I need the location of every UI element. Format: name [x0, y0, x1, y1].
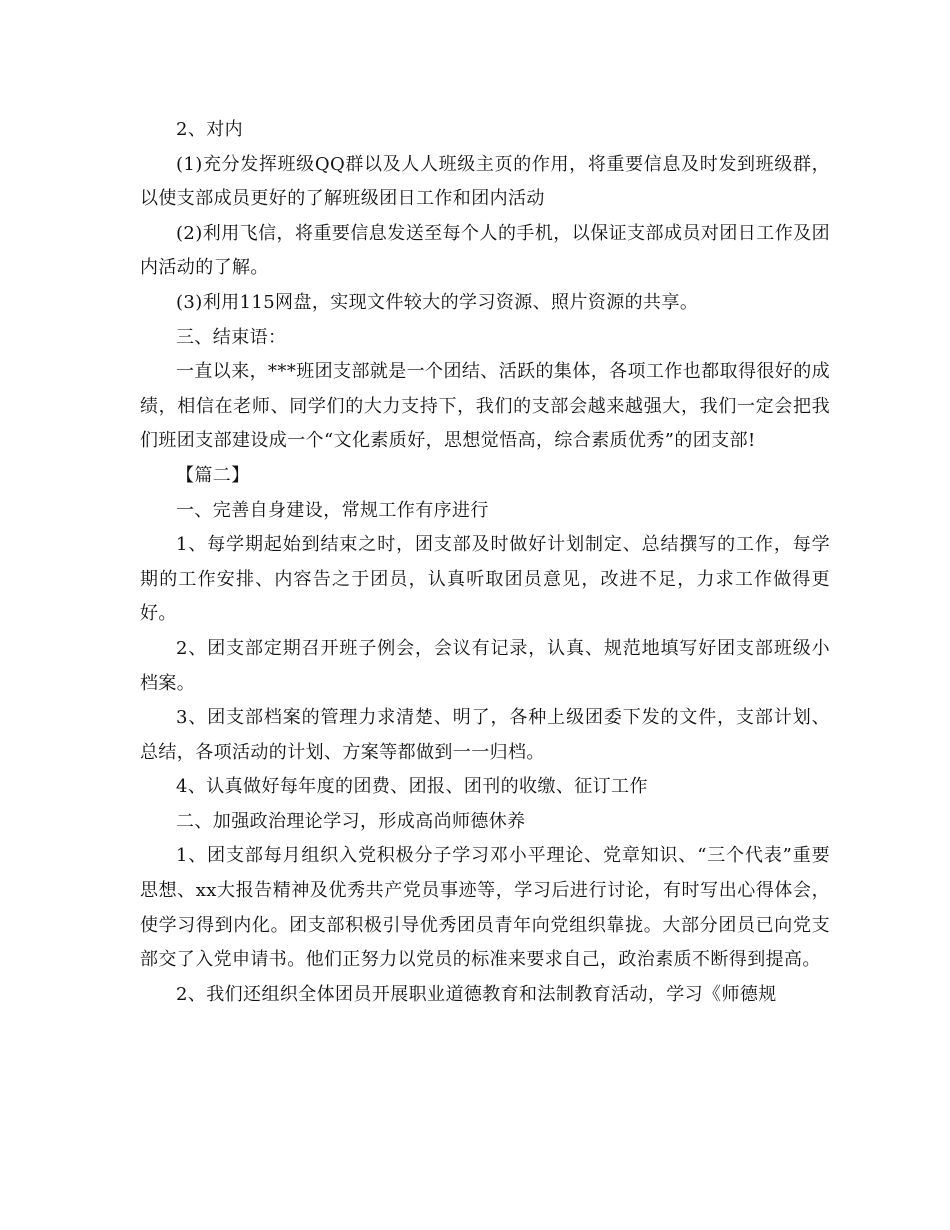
section-heading: 三、结束语： [176, 326, 287, 348]
paragraph: (3)利用115网盘，实现文件较大的学习资源、照片资源的共享。 [176, 291, 699, 313]
paragraph: 4、认真做好每年度的团费、团报、团刊的收缴、征订工作 [176, 776, 648, 798]
paragraph: 1、每学期起始到结束之时，团支部及时做好计划制定、总结撰写的工作，每学期的工作安排、内容告之于团员，认真听取团员意见，改进不足，力求工作做得更好。 [140, 534, 830, 625]
paragraph: (2)利用飞信，将重要信息发送至每个人的手机，以保证支部成员对团日工作及团内活动的了解。 [140, 222, 830, 279]
paragraph: 2、我们还组织全体团员开展职业道德教育和法制教育活动，学习《师德规 [176, 983, 777, 1005]
section-heading: 二、加强政治理论学习，形成高尚师德休养 [176, 810, 526, 832]
paragraph: 2、对内 [176, 119, 244, 140]
document-body [140, 113, 830, 1012]
paragraph: 1、团支部每月组织入党积极分子学习邓小平理论、党章知识、“三个代表”重要思想、xx大报告精神及优秀共产党员事迹等，学习后进行讨论，有时写出心得体会，使学习得到内化。团支部积极引导优秀团员青年向党组织靠拢。大部分团员已向党支部交了入党申请书。他们正努力以党员的标准来要求自己，政治素质不断得到提高。 [140, 845, 830, 971]
part-heading: 【篇二】 [176, 464, 250, 486]
paragraph: 2、团支部定期召开班子例会，会议有记录，认真、规范地填写好团支部班级小档案。 [140, 637, 830, 694]
paragraph: (1)充分发挥班级QQ群以及人人班级主页的作用，将重要信息及时发到班级群，以使支部成员更好的了解班级团日工作和团内活动 [140, 153, 830, 210]
section-heading: 一、完善自身建设，常规工作有序进行 [176, 499, 489, 521]
paragraph: 一直以来，***班团支部就是一个团结、活跃的集体，各项工作也都取得很好的成绩，相信在老师、同学们的大力支持下，我们的支部会越来越强大，我们一定会把我们班团支部建设成一个“文化素质好，思想觉悟高，综合素质优秀”的团支部! [140, 361, 830, 452]
paragraph: 3、团支部档案的管理力求清楚、明了，各种上级团委下发的文件，支部计划、总结，各项活动的计划、方案等都做到一一归档。 [140, 707, 830, 763]
